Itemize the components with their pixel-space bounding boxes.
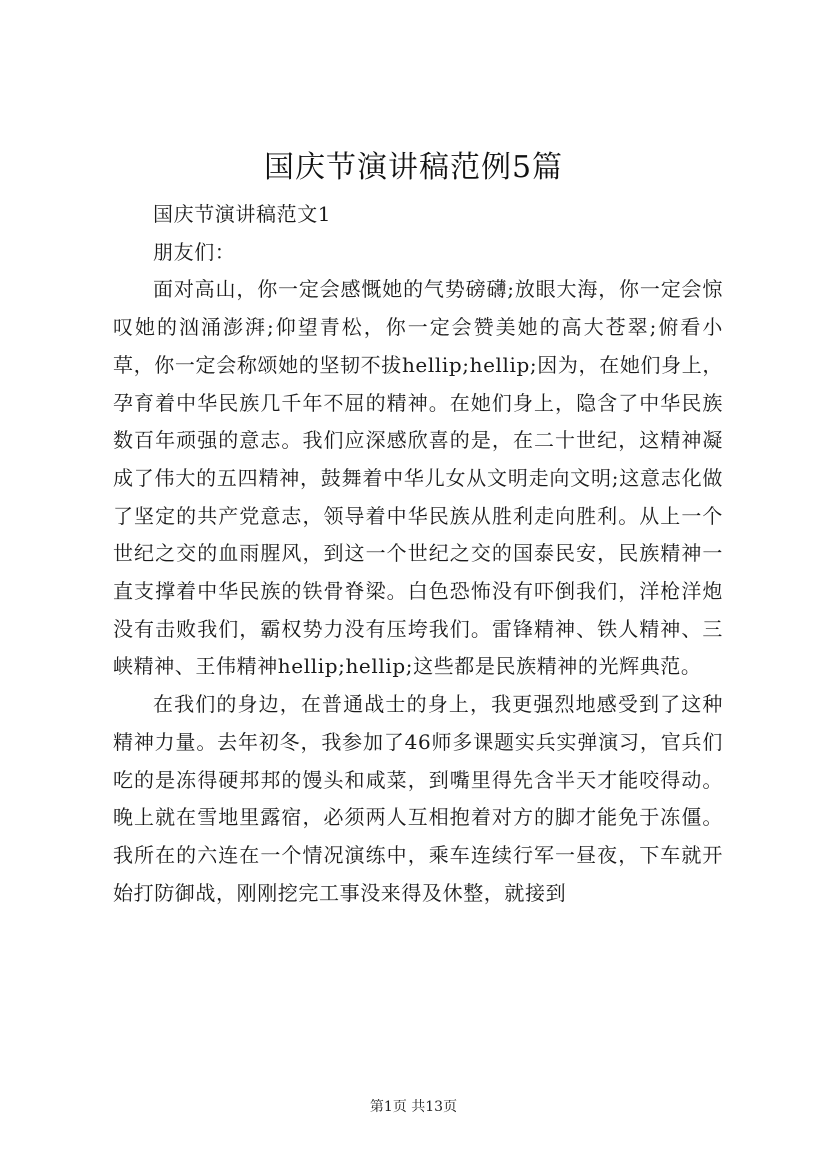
paragraph-2: 在我们的身边，在普通战士的身上，我更强烈地感受到了这种精神力量。去年初冬，我参加了46师多课题实兵实弹演习，官兵们吃的是冻得硬邦邦的馒头和咸菜，到嘴里得先含半天才能咬得动。晚上就在雪地里露宿，必须两人互相抱着对方的脚才能免于冻僵。我所在的六连在一个情况演练中，乘车连续行军一昼夜，下车就开始打防御战，刚刚挖完工事没来得及休整，就接到	[113, 692, 723, 905]
document-title: 国庆节演讲稿范例5篇	[263, 150, 564, 185]
document-body	[113, 196, 723, 912]
salutation: 朋友们：	[153, 239, 236, 264]
paragraph-1: 面对高山，你一定会感慨她的气势磅礴;放眼大海，你一定会惊叹她的汹涌澎湃;仰望青松，你一定会赞美她的高大苍翠;俯看小草，你一定会称颂她的坚韧不拔hellip;hellip;因为，在她们身上，孕育着中华民族几千年不屈的精神。在她们身上，隐含了中华民族数百年顽强的意志。我们应深感欣喜的是，在二十世纪，这精神凝成了伟大的五四精神，鼓舞着中华儿女从文明走向文明;这意志化做了坚定的共产党意志，领导着中华民族从胜利走向胜利。从上一个世纪之交的血雨腥风，到这一个世纪之交的国泰民安，民族精神一直支撑着中华民族的铁骨脊梁。白色恐怖没有吓倒我们，洋枪洋炮没有击败我们，霸权势力没有压垮我们。雷锋精神、铁人精神、三峡精神、王伟精神hellip;hellip;这些都是民族精神的光辉典范。	[113, 277, 723, 679]
subheading: 国庆节演讲稿范文1	[153, 202, 332, 226]
page-footer: 第1页 共13页	[369, 1099, 458, 1115]
